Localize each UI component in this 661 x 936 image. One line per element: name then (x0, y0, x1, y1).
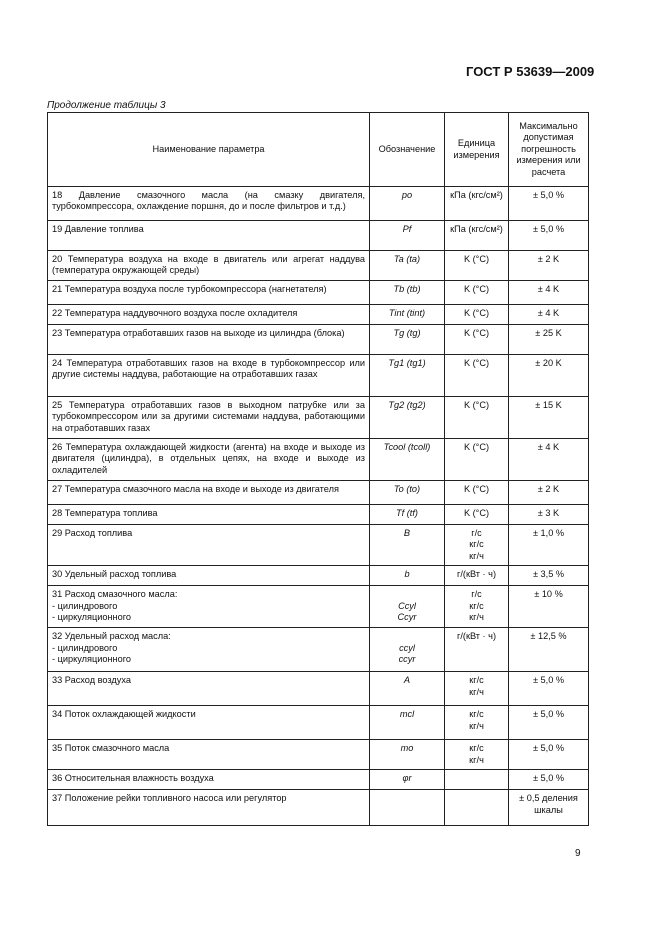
param-unit-cell: кг/с кг/ч (445, 740, 509, 770)
param-error-cell: ± 4 K (509, 281, 589, 305)
param-name-cell: 22 Температура наддувочного воздуха после охладителя (48, 305, 370, 325)
param-error-cell: ± 4 K (509, 305, 589, 325)
param-unit-cell: K (°C) (445, 251, 509, 281)
param-error-cell: ± 2 K (509, 251, 589, 281)
param-unit-cell: г/(кВт · ч) (445, 628, 509, 672)
param-error-cell: ± 10 % (509, 586, 589, 628)
table-row (48, 355, 589, 397)
param-symbol-cell: ccyl ccyr (370, 628, 445, 672)
table-row (48, 439, 589, 481)
param-name-cell: 29 Расход топлива (48, 525, 370, 566)
param-symbol-cell: Ta (ta) (370, 251, 445, 281)
param-error-cell: ± 5,0 % (509, 221, 589, 251)
table-row (48, 628, 589, 672)
table-row (48, 770, 589, 790)
param-symbol-cell: Pf (370, 221, 445, 251)
param-symbol-cell: Tg (tg) (370, 325, 445, 355)
param-name-cell: 19 Давление топлива (48, 221, 370, 251)
page-number: 9 (575, 848, 581, 859)
param-error-cell: ± 4 K (509, 439, 589, 481)
param-unit-cell: K (°C) (445, 505, 509, 525)
param-unit-cell: K (°C) (445, 305, 509, 325)
param-symbol-cell: A (370, 672, 445, 706)
table-row (48, 305, 589, 325)
param-error-cell: ± 5,0 % (509, 770, 589, 790)
param-name-cell: 21 Температура воздуха после турбокомпрессора (нагнетателя) (48, 281, 370, 305)
param-unit-cell: г/с кг/с кг/ч (445, 525, 509, 566)
param-name-cell: 18 Давление смазочного масла (на смазку двигателя, турбокомпрессора, охлаждение поршня, до и после фильтров и т.д.) (48, 187, 370, 221)
param-unit-cell: кПа (кгс/см²) (445, 187, 509, 221)
param-error-cell: ± 0,5 деления шкалы (509, 790, 589, 826)
param-name-cell: 27 Температура смазочного масла на входе и выходе из двигателя (48, 481, 370, 505)
param-symbol-cell: Tb (tb) (370, 281, 445, 305)
table-row (48, 281, 589, 305)
param-name-cell: 35 Поток смазочного масла (48, 740, 370, 770)
param-name-cell: 30 Удельный расход топлива (48, 566, 370, 586)
param-name-cell: 25 Температура отработавших газов в выходном патрубке или за турбокомпрессором или за другими системами наддува, работающими на отработавших газах (48, 397, 370, 439)
param-error-cell: ± 3 K (509, 505, 589, 525)
param-unit-cell (445, 770, 509, 790)
document-header: ГОСТ Р 53639—2009 (466, 64, 595, 79)
param-symbol-cell: Tg1 (tg1) (370, 355, 445, 397)
table-row (48, 525, 589, 566)
param-unit-cell: г/(кВт · ч) (445, 566, 509, 586)
param-unit-cell: K (°C) (445, 355, 509, 397)
table-row (48, 505, 589, 525)
param-error-cell: ± 25 K (509, 325, 589, 355)
param-error-cell: ± 2 K (509, 481, 589, 505)
param-error-cell: ± 12,5 % (509, 628, 589, 672)
param-error-cell: ± 15 K (509, 397, 589, 439)
param-unit-cell: K (°C) (445, 397, 509, 439)
param-name-cell: 36 Относительная влажность воздуха (48, 770, 370, 790)
param-name-cell: 32 Удельный расход масла: - цилиндрового - циркуляционного (48, 628, 370, 672)
param-error-cell: ± 1,0 % (509, 525, 589, 566)
table-row (48, 325, 589, 355)
param-error-cell: ± 20 K (509, 355, 589, 397)
table-caption: Продолжение таблицы 3 (47, 100, 166, 111)
param-error-cell: ± 5,0 % (509, 187, 589, 221)
param-unit-cell (445, 790, 509, 826)
param-error-cell: ± 3,5 % (509, 566, 589, 586)
table-header-row (48, 113, 589, 187)
param-symbol-cell: B (370, 525, 445, 566)
param-name-cell: 31 Расход смазочного масла: - цилиндрового - циркуляционного (48, 586, 370, 628)
param-symbol-cell: mo (370, 740, 445, 770)
param-name-cell: 24 Температура отработавших газов на входе в турбокомпрессор или другие системы наддува, работающие на отработавших газах (48, 355, 370, 397)
param-unit-cell: K (°C) (445, 439, 509, 481)
param-name-cell: 20 Температура воздуха на входе в двигатель или агрегат наддува (температура окружающей среды) (48, 251, 370, 281)
table-row (48, 740, 589, 770)
param-unit-cell: кПа (кгс/см²) (445, 221, 509, 251)
param-symbol-cell: mcl (370, 706, 445, 740)
param-unit-cell: г/с кг/с кг/ч (445, 586, 509, 628)
table-row (48, 790, 589, 826)
column-header-error: Максимально допустимая погрешность измерения или расчета (509, 113, 589, 187)
param-symbol-cell: Ccyl Ccyr (370, 586, 445, 628)
param-symbol-cell: Tf (tf) (370, 505, 445, 525)
param-symbol-cell: Tg2 (tg2) (370, 397, 445, 439)
param-unit-cell: кг/с кг/ч (445, 706, 509, 740)
column-header-unit: Единица измерения (445, 113, 509, 187)
param-name-cell: 33 Расход воздуха (48, 672, 370, 706)
table-row (48, 586, 589, 628)
param-unit-cell: K (°C) (445, 325, 509, 355)
param-unit-cell: K (°C) (445, 281, 509, 305)
param-symbol-cell: Tcool (tcoll) (370, 439, 445, 481)
param-name-cell: 23 Температура отработавших газов на выходе из цилиндра (блока) (48, 325, 370, 355)
table-row (48, 187, 589, 221)
table-row (48, 481, 589, 505)
param-name-cell: 28 Температура топлива (48, 505, 370, 525)
param-symbol-cell: b (370, 566, 445, 586)
column-header-symbol: Обозначение (370, 113, 445, 187)
param-symbol-cell: po (370, 187, 445, 221)
param-unit-cell: K (°C) (445, 481, 509, 505)
param-error-cell: ± 5,0 % (509, 706, 589, 740)
table-row (48, 397, 589, 439)
table-row (48, 251, 589, 281)
param-error-cell: ± 5,0 % (509, 740, 589, 770)
param-name-cell: 37 Положение рейки топливного насоса или регулятор (48, 790, 370, 826)
param-symbol-cell (370, 790, 445, 826)
param-symbol-cell: To (to) (370, 481, 445, 505)
param-unit-cell: кг/с кг/ч (445, 672, 509, 706)
parameters-table (47, 112, 589, 826)
param-name-cell: 34 Поток охлаждающей жидкости (48, 706, 370, 740)
column-header-name: Наименование параметра (48, 113, 370, 187)
table-row (48, 706, 589, 740)
param-name-cell: 26 Температура охлаждающей жидкости (агента) на входе и выходе из двигателя (цилиндра), в отдельных цепях, на входе и выходе из охладителей (48, 439, 370, 481)
param-error-cell: ± 5,0 % (509, 672, 589, 706)
param-symbol-cell: φr (370, 770, 445, 790)
table-row (48, 221, 589, 251)
table-row (48, 566, 589, 586)
param-symbol-cell: Tint (tint) (370, 305, 445, 325)
table-row (48, 672, 589, 706)
